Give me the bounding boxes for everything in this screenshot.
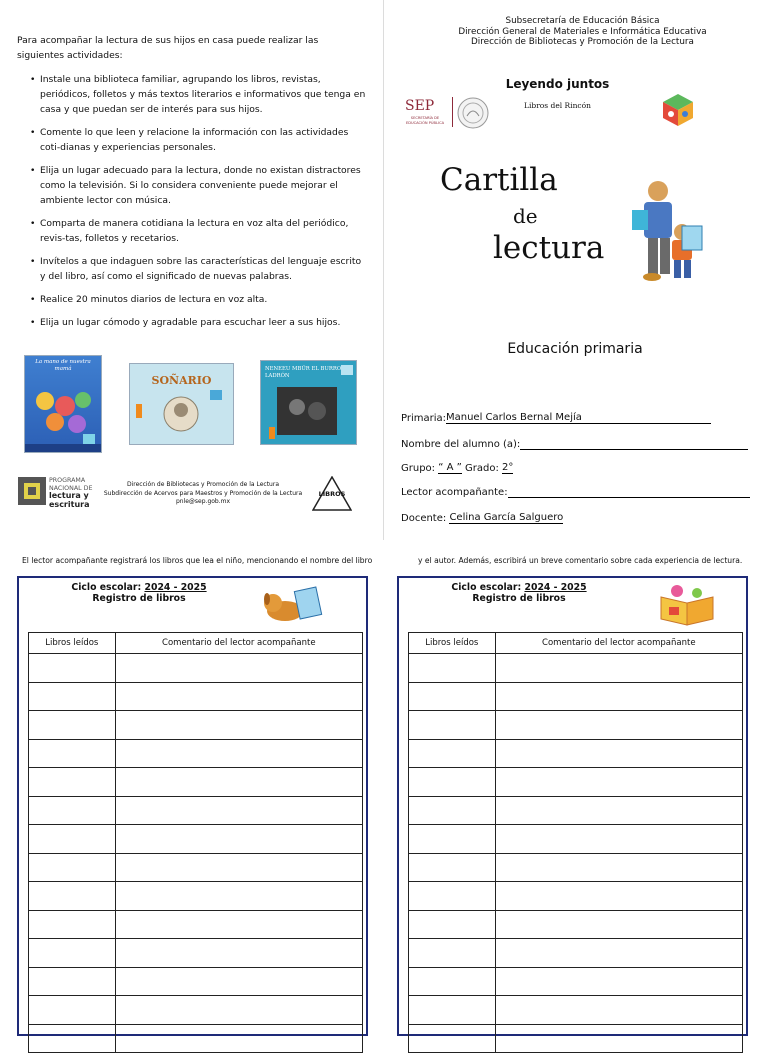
- table-cell[interactable]: [115, 1024, 362, 1053]
- table-cell[interactable]: [29, 967, 116, 996]
- alumno-field[interactable]: [520, 438, 748, 450]
- table-cell[interactable]: [29, 825, 116, 854]
- table-row: [29, 882, 363, 911]
- table-cell[interactable]: [495, 739, 742, 768]
- table-cell[interactable]: [495, 1024, 742, 1053]
- intro-text: Para acompañar la lectura de sus hijos en casa puede realizar las siguientes actividades:: [17, 35, 319, 61]
- form-alumno: [401, 438, 751, 450]
- sep-logo-text: SEP: [405, 98, 435, 114]
- table-cell[interactable]: [29, 910, 116, 939]
- book-cover-sonario: [129, 363, 234, 445]
- page-divider: [383, 0, 384, 540]
- list-item: • Comparta de manera cotidiana la lectura en voz alta del periódico, revis-tas, folletos y recetarios.: [28, 216, 368, 246]
- table-cell[interactable]: [115, 996, 362, 1025]
- table-cell[interactable]: [115, 825, 362, 854]
- table-row: [29, 825, 363, 854]
- rincon-cube-icon: [660, 92, 696, 128]
- table-cell[interactable]: [29, 796, 116, 825]
- table-header-row: [29, 633, 363, 654]
- logo-line: lectura y: [49, 491, 89, 500]
- registry-panel-right: [397, 576, 748, 1036]
- ciclo-value: 2024 - 2025: [144, 582, 207, 593]
- table-cell[interactable]: [29, 739, 116, 768]
- alumno-label: Nombre del alumno (a):: [401, 439, 521, 450]
- col-header-comment: Comentario del lector acompañante: [115, 633, 362, 654]
- book-title: La mano de nuestra mamá: [35, 359, 91, 372]
- grupo-label: Grupo:: [401, 463, 436, 474]
- ciclo-label: Ciclo escolar:: [71, 582, 142, 593]
- table-row: [409, 853, 743, 882]
- table-row: [29, 853, 363, 882]
- libros-seal: [312, 476, 352, 511]
- libros-rincon-label: Libros del Rincón: [524, 101, 591, 110]
- program-logo: [18, 477, 94, 509]
- table-row: [409, 910, 743, 939]
- ciclo-value: 2024 - 2025: [524, 582, 587, 593]
- table-cell[interactable]: [115, 882, 362, 911]
- logo-line: NACIONAL DE: [49, 484, 93, 492]
- sep-sub-line: EDUCACIÓN PÚBLICA: [405, 120, 445, 125]
- table-cell[interactable]: [495, 796, 742, 825]
- form-grupo: [401, 462, 751, 474]
- registry-note-left: El lector acompañante registrará los libros que lea el niño, mencionando el nombre del libro: [22, 556, 373, 565]
- table-cell[interactable]: [29, 996, 116, 1025]
- national-seal-icon: [456, 96, 490, 130]
- table-cell[interactable]: [409, 682, 496, 711]
- table-cell[interactable]: [115, 796, 362, 825]
- education-level: Educación primaria: [507, 341, 643, 357]
- books-table: [408, 632, 743, 1053]
- table-cell[interactable]: [495, 711, 742, 740]
- libros-seal-text: LIBROS: [318, 490, 346, 498]
- table-cell[interactable]: [115, 739, 362, 768]
- table-cell[interactable]: [495, 682, 742, 711]
- ciclo-label: Ciclo escolar:: [451, 582, 522, 593]
- logo-line: escritura: [49, 499, 90, 509]
- sep-divider: [452, 97, 453, 127]
- table-row: [29, 654, 363, 683]
- table-cell[interactable]: [409, 853, 496, 882]
- table-row: [409, 796, 743, 825]
- table-row: [29, 739, 363, 768]
- cartilla-title-line1: Cartilla: [440, 162, 558, 198]
- registro-label: Registro de libros: [92, 593, 186, 604]
- table-cell[interactable]: [29, 711, 116, 740]
- table-cell[interactable]: [409, 654, 496, 683]
- activity-list: [28, 72, 368, 338]
- table-row: [409, 967, 743, 996]
- table-row: [409, 882, 743, 911]
- table-row: [409, 739, 743, 768]
- logo-line: PROGRAMA: [49, 477, 86, 484]
- table-cell[interactable]: [495, 825, 742, 854]
- primaria-field[interactable]: [446, 412, 711, 424]
- table-cell[interactable]: [409, 996, 496, 1025]
- table-cell[interactable]: [29, 882, 116, 911]
- table-cell[interactable]: [115, 967, 362, 996]
- program-logo-mark: [18, 477, 46, 505]
- table-row: [29, 682, 363, 711]
- col-header-books: Libros leídos: [409, 633, 496, 654]
- credit-line: pnle@sep.gob.mx: [175, 498, 231, 505]
- table-cell[interactable]: [29, 654, 116, 683]
- table-cell[interactable]: [29, 682, 116, 711]
- grado-value: 2°: [502, 462, 514, 473]
- primaria-value: Manuel Carlos Bernal Mejía: [446, 412, 582, 423]
- registry-note-right: y el autor. Además, escribirá un breve comentario sobre cada experiencia de lectura.: [418, 556, 743, 565]
- header-line: Dirección General de Materiales e Informática Educativa: [458, 26, 707, 37]
- table-cell[interactable]: [29, 939, 116, 968]
- credits: [92, 481, 314, 507]
- table-row: [29, 996, 363, 1025]
- table-row: [409, 1024, 743, 1053]
- header-block: [440, 16, 725, 48]
- open-book-icon: [657, 581, 717, 627]
- book-illustration: [25, 356, 101, 452]
- table-cell[interactable]: [495, 939, 742, 968]
- registry-panel-left: [17, 576, 368, 1036]
- list-item: • Realice 20 minutos diarios de lectura en voz alta.: [28, 292, 368, 307]
- table-row: [29, 1024, 363, 1053]
- table-cell[interactable]: [409, 739, 496, 768]
- table-cell[interactable]: [409, 768, 496, 797]
- list-item: • Comente lo que leen y relacione la información con las actividades coti-dianas y experiencias personales.: [28, 125, 368, 155]
- table-cell[interactable]: [409, 796, 496, 825]
- docente-field[interactable]: [449, 512, 563, 524]
- table-cell[interactable]: [495, 768, 742, 797]
- table-cell[interactable]: [115, 939, 362, 968]
- table-row: [409, 711, 743, 740]
- table-row: [409, 825, 743, 854]
- book-illustration: [261, 361, 356, 444]
- credit-line: Dirección de Bibliotecas y Promoción de la Lectura: [126, 481, 280, 488]
- table-cell[interactable]: [115, 711, 362, 740]
- table-cell[interactable]: [495, 996, 742, 1025]
- table-cell[interactable]: [409, 882, 496, 911]
- table-row: [29, 967, 363, 996]
- grado-field[interactable]: [502, 462, 513, 474]
- grupo-value: “ A ”: [438, 462, 462, 473]
- form-docente: [401, 512, 751, 524]
- table-cell[interactable]: [495, 882, 742, 911]
- table-row: [29, 910, 363, 939]
- panel-header: [409, 582, 629, 604]
- sep-logo: [399, 96, 494, 130]
- table-row: [29, 768, 363, 797]
- table-cell[interactable]: [29, 768, 116, 797]
- list-item: • Elija un lugar cómodo y agradable para escuchar leer a sus hijos.: [28, 315, 368, 330]
- form-lector: [401, 486, 751, 498]
- book-illustration: [130, 364, 233, 444]
- table-row: [29, 711, 363, 740]
- table-cell[interactable]: [495, 654, 742, 683]
- grupo-field[interactable]: [438, 462, 462, 474]
- table-row: [29, 796, 363, 825]
- docente-label: Docente:: [401, 513, 447, 524]
- header-line: Subsecretaría de Educación Básica: [505, 16, 660, 26]
- table-cell[interactable]: [29, 853, 116, 882]
- table-cell[interactable]: [495, 910, 742, 939]
- book-cover-la-mano: [24, 355, 102, 453]
- panel-header: [29, 582, 249, 604]
- cartilla-title-line2: de: [513, 204, 538, 228]
- sep-sub-line: SECRETARÍA DE: [410, 116, 440, 120]
- credit-line: Subdirección de Acervos para Maestros y Promoción de la Lectura: [103, 489, 303, 497]
- table-cell[interactable]: [115, 682, 362, 711]
- table-cell[interactable]: [409, 825, 496, 854]
- table-cell[interactable]: [115, 768, 362, 797]
- grado-label: Grado:: [464, 463, 499, 474]
- col-header-comment: Comentario del lector acompañante: [495, 633, 742, 654]
- cartilla-title-line3: lectura: [493, 230, 605, 266]
- list-item: • Elija un lugar adecuado para la lectura, donde no existan distractores como la televisión. Si lo considera conveniente puede mejorar el ambiente lector con música.: [28, 163, 368, 208]
- dog-reading-icon: [259, 581, 325, 627]
- lector-label: Lector acompañante:: [401, 487, 508, 498]
- leyendo-juntos-title: Leyendo juntos: [505, 77, 610, 91]
- docente-value: Celina García Salguero: [449, 512, 564, 523]
- table-cell[interactable]: [409, 967, 496, 996]
- table-row: [29, 939, 363, 968]
- table-cell[interactable]: [115, 654, 362, 683]
- table-row: [409, 768, 743, 797]
- table-cell[interactable]: [29, 1024, 116, 1053]
- table-cell[interactable]: [115, 853, 362, 882]
- table-cell[interactable]: [409, 910, 496, 939]
- book-title: NENEEU MBÜR EL BURRO LADRÓN: [265, 366, 342, 379]
- reading-figures-illustration: [622, 178, 704, 284]
- col-header-books: Libros leídos: [29, 633, 116, 654]
- header-line: Dirección de Bibliotecas y Promoción de la Lectura: [471, 37, 694, 47]
- table-cell[interactable]: [495, 967, 742, 996]
- table-row: [409, 654, 743, 683]
- table-header-row: [409, 633, 743, 654]
- list-item: • Invítelos a que indaguen sobre las características del lenguaje escrito y del libro, así como el significado de nuevas palabras.: [28, 254, 368, 284]
- form-primaria: [401, 412, 751, 424]
- books-table: [28, 632, 363, 1053]
- list-item: • Instale una biblioteca familiar, agrupando los libros, revistas, periódicos, folletos y más textos literarios e informativos que tenga en casa y que puedan ser de interés para sus hijos.: [28, 72, 368, 117]
- table-cell[interactable]: [409, 1024, 496, 1053]
- lector-field[interactable]: [508, 486, 750, 498]
- registro-label: Registro de libros: [472, 593, 566, 604]
- table-row: [409, 939, 743, 968]
- book-cover-neneeu-mbur: [260, 360, 357, 445]
- book-title: SOÑARIO: [151, 374, 212, 387]
- table-cell[interactable]: [409, 939, 496, 968]
- table-cell[interactable]: [495, 853, 742, 882]
- table-cell[interactable]: [409, 711, 496, 740]
- table-cell[interactable]: [115, 910, 362, 939]
- primaria-label: Primaria:: [401, 413, 446, 424]
- table-row: [409, 996, 743, 1025]
- table-row: [409, 682, 743, 711]
